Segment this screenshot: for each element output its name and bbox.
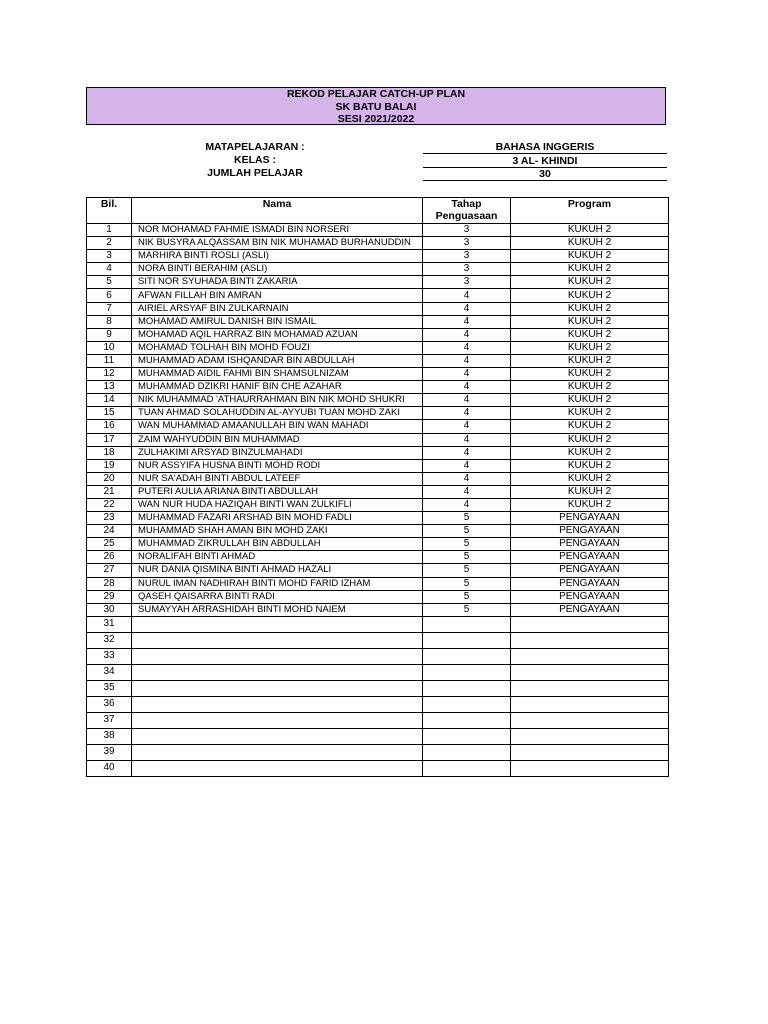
program-name: KUKUH 2 — [511, 328, 669, 341]
student-name — [132, 648, 423, 664]
student-name: AIRIEL ARSYAF BIN ZULKARNAIN — [132, 302, 423, 315]
student-name — [132, 696, 423, 712]
student-name — [132, 744, 423, 760]
program-name — [511, 744, 669, 760]
row-number: 18 — [87, 446, 132, 459]
row-number: 39 — [87, 744, 132, 760]
row-number: 21 — [87, 485, 132, 498]
table-row — [87, 551, 669, 564]
student-name — [132, 664, 423, 680]
program-name: PENGAYAAN — [511, 525, 669, 538]
table-header-row — [87, 198, 669, 224]
mastery-level — [423, 712, 511, 728]
row-number: 20 — [87, 472, 132, 485]
student-name: QASEH QAISARRA BINTI RADI — [132, 590, 423, 603]
student-name — [132, 632, 423, 648]
program-name: KUKUH 2 — [511, 394, 669, 407]
student-name: WAN NUR HUDA HAZIQAH BINTI WAN ZULKIFLI — [132, 498, 423, 511]
table-row — [87, 328, 669, 341]
row-number: 23 — [87, 512, 132, 525]
program-name — [511, 696, 669, 712]
row-number: 24 — [87, 525, 132, 538]
row-number: 35 — [87, 680, 132, 696]
table-row — [87, 341, 669, 354]
row-number: 8 — [87, 315, 132, 328]
class-value: 3 AL- KHINDI — [423, 155, 667, 168]
row-number: 37 — [87, 712, 132, 728]
mastery-level: 4 — [423, 368, 511, 381]
student-name: NIK MUHAMMAD 'ATHAURRAHMAN BIN NIK MOHD SHUKRI — [132, 394, 423, 407]
mastery-level: 4 — [423, 381, 511, 394]
subject-label: MATAPELAJARAN : — [205, 141, 305, 153]
row-number: 13 — [87, 381, 132, 394]
mastery-level: 4 — [423, 459, 511, 472]
student-name: MOHAMAD AQIL HARRAZ BIN MOHAMAD AZUAN — [132, 328, 423, 341]
mastery-level — [423, 680, 511, 696]
mastery-level: 3 — [423, 263, 511, 276]
table-row — [87, 744, 669, 760]
mastery-level: 3 — [423, 237, 511, 250]
row-number: 27 — [87, 564, 132, 577]
table-row — [87, 459, 669, 472]
row-number: 4 — [87, 263, 132, 276]
student-name: NUR ASSYIFA HUSNA BINTI MOHD RODI — [132, 459, 423, 472]
row-number: 38 — [87, 728, 132, 744]
mastery-level: 4 — [423, 315, 511, 328]
table-row — [87, 354, 669, 367]
program-name: KUKUH 2 — [511, 250, 669, 263]
title-banner — [86, 87, 666, 125]
table-row — [87, 512, 669, 525]
student-name: NURUL IMAN NADHIRAH BINTI MOHD FARID IZHAM — [132, 577, 423, 590]
student-name: ZULHAKIMI ARSYAD BINZULMAHADI — [132, 446, 423, 459]
student-name: NUR SA'ADAH BINTI ABDUL LATEEF — [132, 472, 423, 485]
table-row — [87, 485, 669, 498]
program-name: KUKUH 2 — [511, 407, 669, 420]
program-name: PENGAYAAN — [511, 538, 669, 551]
table-row — [87, 590, 669, 603]
mastery-level — [423, 664, 511, 680]
mastery-level: 5 — [423, 525, 511, 538]
mastery-level: 5 — [423, 577, 511, 590]
table-row — [87, 603, 669, 616]
table-row — [87, 632, 669, 648]
row-number: 10 — [87, 341, 132, 354]
student-record-table — [86, 197, 669, 777]
student-name — [132, 760, 423, 776]
mastery-level: 5 — [423, 603, 511, 616]
program-name — [511, 712, 669, 728]
mastery-level — [423, 616, 511, 632]
program-name: KUKUH 2 — [511, 315, 669, 328]
table-row — [87, 276, 669, 289]
program-name: KUKUH 2 — [511, 498, 669, 511]
row-number: 30 — [87, 603, 132, 616]
header-program: Program — [511, 198, 669, 224]
student-name: MUHAMMAD FAZARI ARSHAD BIN MOHD FADLI — [132, 512, 423, 525]
table-row — [87, 760, 669, 776]
table-row — [87, 728, 669, 744]
row-number: 15 — [87, 407, 132, 420]
program-name: KUKUH 2 — [511, 472, 669, 485]
row-number: 19 — [87, 459, 132, 472]
program-name: KUKUH 2 — [511, 341, 669, 354]
student-name: PUTERI AULIA ARIANA BINTI ABDULLAH — [132, 485, 423, 498]
mastery-level: 4 — [423, 433, 511, 446]
student-name: NIK BUSYRA ALQASSAM BIN NIK MUHAMAD BURHANUDDIN — [132, 237, 423, 250]
mastery-level: 4 — [423, 407, 511, 420]
count-label: JUMLAH PELAJAR — [207, 167, 303, 179]
title-line-1: REKOD PELAJAR CATCH-UP PLAN — [286, 88, 466, 100]
table-row — [87, 315, 669, 328]
table-row — [87, 250, 669, 263]
row-number: 29 — [87, 590, 132, 603]
mastery-level: 4 — [423, 472, 511, 485]
row-number: 6 — [87, 289, 132, 302]
table-row — [87, 302, 669, 315]
student-name: WAN MUHAMMAD AMAANULLAH BIN WAN MAHADI — [132, 420, 423, 433]
mastery-level: 5 — [423, 551, 511, 564]
row-number: 7 — [87, 302, 132, 315]
table-row — [87, 564, 669, 577]
table-row — [87, 446, 669, 459]
table-row — [87, 680, 669, 696]
student-name: TUAN AHMAD SOLAHUDDIN AL-AYYUBI TUAN MOHD ZAKI — [132, 407, 423, 420]
row-number: 5 — [87, 276, 132, 289]
mastery-level: 5 — [423, 590, 511, 603]
student-name: NORA BINTI BERAHIM (ASLI) — [132, 263, 423, 276]
mastery-level: 4 — [423, 341, 511, 354]
program-name: KUKUH 2 — [511, 302, 669, 315]
program-name: KUKUH 2 — [511, 354, 669, 367]
student-name: ZAIM WAHYUDDIN BIN MUHAMMAD — [132, 433, 423, 446]
program-name: KUKUH 2 — [511, 276, 669, 289]
student-name — [132, 712, 423, 728]
student-name: MUHAMMAD SHAH AMAN BIN MOHD ZAKI — [132, 525, 423, 538]
program-name: PENGAYAAN — [511, 577, 669, 590]
program-name: KUKUH 2 — [511, 459, 669, 472]
mastery-level: 4 — [423, 354, 511, 367]
student-name: MUHAMMAD DZIKRI HANIF BIN CHE AZAHAR — [132, 381, 423, 394]
table-row — [87, 538, 669, 551]
mastery-level — [423, 744, 511, 760]
program-name: KUKUH 2 — [511, 289, 669, 302]
program-name: PENGAYAAN — [511, 564, 669, 577]
student-name: MOHAMAD TOLHAH BIN MOHD FOUZI — [132, 341, 423, 354]
program-name — [511, 616, 669, 632]
program-name — [511, 648, 669, 664]
mastery-level: 4 — [423, 302, 511, 315]
title-line-3: SESI 2021/2022 — [337, 113, 415, 125]
row-number: 22 — [87, 498, 132, 511]
header-tahap: Tahap Penguasaan — [423, 198, 511, 224]
program-name: PENGAYAAN — [511, 551, 669, 564]
table-row — [87, 525, 669, 538]
row-number: 28 — [87, 577, 132, 590]
row-number: 36 — [87, 696, 132, 712]
program-name: KUKUH 2 — [511, 368, 669, 381]
program-name — [511, 760, 669, 776]
row-number: 26 — [87, 551, 132, 564]
student-name: MUHAMMAD ZIKRULLAH BIN ABDULLAH — [132, 538, 423, 551]
row-number: 25 — [87, 538, 132, 551]
mastery-level: 5 — [423, 512, 511, 525]
mastery-level — [423, 728, 511, 744]
count-value: 30 — [423, 168, 667, 181]
table-row — [87, 577, 669, 590]
mastery-level: 5 — [423, 538, 511, 551]
table-row — [87, 648, 669, 664]
student-name: MUHAMMAD AIDIL FAHMI BIN SHAMSULNIZAM — [132, 368, 423, 381]
program-name: KUKUH 2 — [511, 224, 669, 237]
table-row — [87, 368, 669, 381]
row-number: 14 — [87, 394, 132, 407]
program-name: PENGAYAAN — [511, 590, 669, 603]
student-name — [132, 680, 423, 696]
program-name: KUKUH 2 — [511, 446, 669, 459]
program-name — [511, 664, 669, 680]
mastery-level: 4 — [423, 498, 511, 511]
header-bil: Bil. — [87, 198, 132, 224]
table-row — [87, 224, 669, 237]
mastery-level: 4 — [423, 289, 511, 302]
mastery-level — [423, 632, 511, 648]
mastery-level: 5 — [423, 564, 511, 577]
student-name: MOHAMAD AMIRUL DANISH BIN ISMAIL — [132, 315, 423, 328]
table-row — [87, 433, 669, 446]
row-number: 32 — [87, 632, 132, 648]
mastery-level — [423, 760, 511, 776]
table-row — [87, 394, 669, 407]
mastery-level: 4 — [423, 394, 511, 407]
row-number: 1 — [87, 224, 132, 237]
table-row — [87, 712, 669, 728]
student-name — [132, 616, 423, 632]
student-name: MARHIRA BINTI ROSLI (ASLI) — [132, 250, 423, 263]
row-number: 2 — [87, 237, 132, 250]
mastery-level: 3 — [423, 276, 511, 289]
program-name: PENGAYAAN — [511, 512, 669, 525]
table-row — [87, 407, 669, 420]
program-name — [511, 680, 669, 696]
subject-value: BAHASA INGGERIS — [423, 141, 667, 154]
table-row — [87, 420, 669, 433]
mastery-level: 4 — [423, 328, 511, 341]
mastery-level: 4 — [423, 420, 511, 433]
student-name: SUMAYYAH ARRASHIDAH BINTI MOHD NAIEM — [132, 603, 423, 616]
program-name — [511, 632, 669, 648]
table-row — [87, 664, 669, 680]
program-name: KUKUH 2 — [511, 420, 669, 433]
table-row — [87, 381, 669, 394]
student-name: NOR MOHAMAD FAHMIE ISMADI BIN NORSERI — [132, 224, 423, 237]
class-label: KELAS : — [234, 154, 276, 166]
student-name: NUR DANIA QISMINA BINTI AHMAD HAZALI — [132, 564, 423, 577]
mastery-level: 4 — [423, 446, 511, 459]
mastery-level: 3 — [423, 250, 511, 263]
row-number: 12 — [87, 368, 132, 381]
table-row — [87, 289, 669, 302]
mastery-level: 4 — [423, 485, 511, 498]
mastery-level: 3 — [423, 224, 511, 237]
title-line-2: SK BATU BALAI — [335, 100, 417, 113]
program-name — [511, 728, 669, 744]
table-row — [87, 237, 669, 250]
student-name: AFWAN FILLAH BIN AMRAN — [132, 289, 423, 302]
program-name: KUKUH 2 — [511, 263, 669, 276]
row-number: 11 — [87, 354, 132, 367]
row-number: 33 — [87, 648, 132, 664]
mastery-level — [423, 696, 511, 712]
row-number: 3 — [87, 250, 132, 263]
student-name: MUHAMMAD ADAM ISHQANDAR BIN ABDULLAH — [132, 354, 423, 367]
program-name: KUKUH 2 — [511, 381, 669, 394]
program-name: KUKUH 2 — [511, 485, 669, 498]
program-name: KUKUH 2 — [511, 237, 669, 250]
student-name: NORALIFAH BINTI AHMAD — [132, 551, 423, 564]
row-number: 34 — [87, 664, 132, 680]
row-number: 40 — [87, 760, 132, 776]
student-name — [132, 728, 423, 744]
table-row — [87, 498, 669, 511]
row-number: 16 — [87, 420, 132, 433]
row-number: 9 — [87, 328, 132, 341]
student-name: SITI NOR SYUHADA BINTI ZAKARIA — [132, 276, 423, 289]
program-name: KUKUH 2 — [511, 433, 669, 446]
row-number: 31 — [87, 616, 132, 632]
row-number: 17 — [87, 433, 132, 446]
mastery-level — [423, 648, 511, 664]
table-row — [87, 472, 669, 485]
table-row — [87, 696, 669, 712]
table-row — [87, 616, 669, 632]
table-row — [87, 263, 669, 276]
header-nama: Nama — [132, 198, 423, 224]
program-name: PENGAYAAN — [511, 603, 669, 616]
